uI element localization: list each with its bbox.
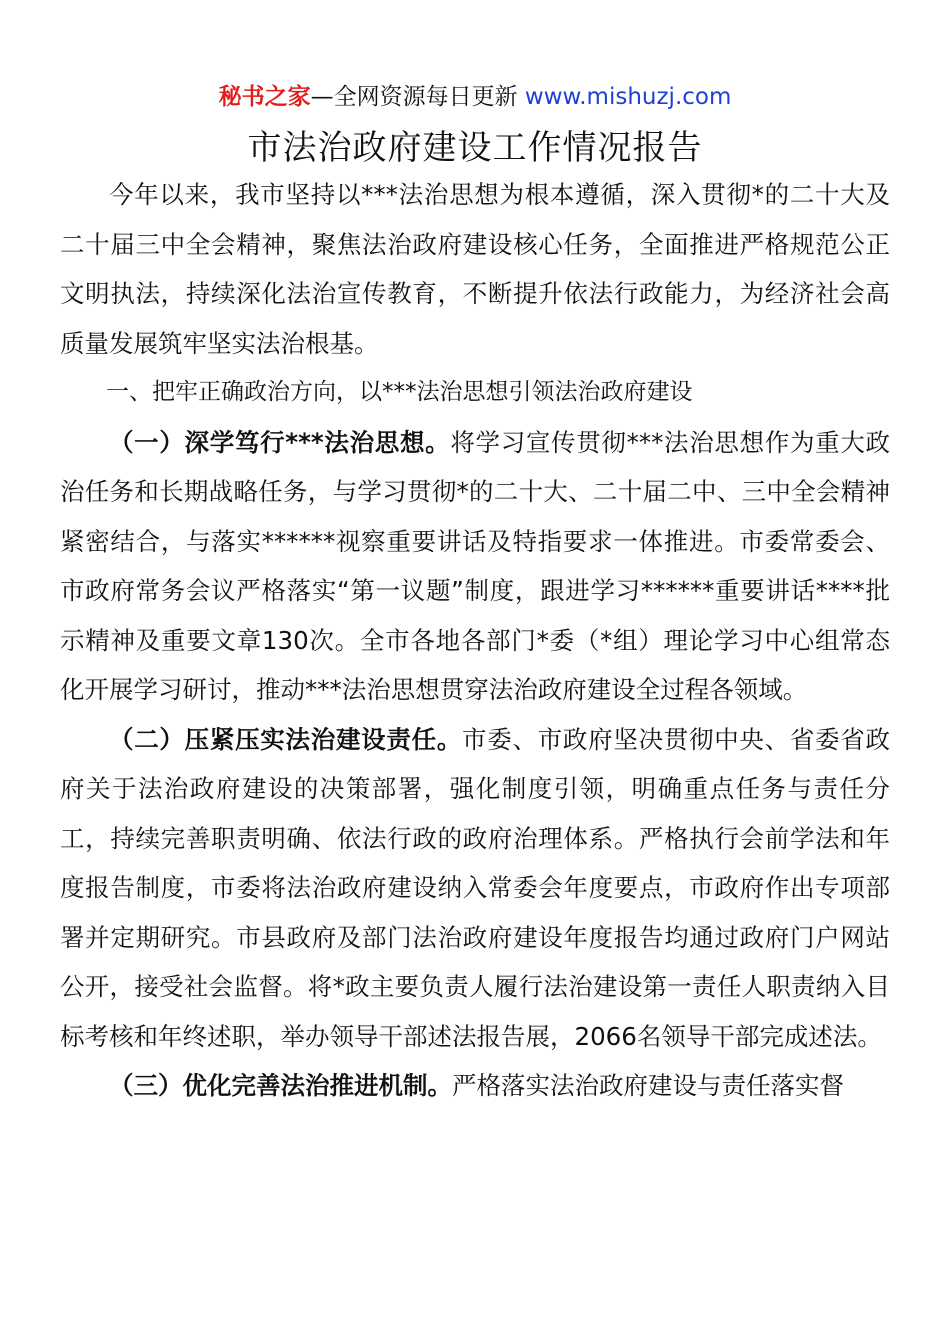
subsection-lead: （二）压紧压实法治建设责任。 [109, 724, 463, 754]
paragraph-text: 严格落实法治政府建设与责任落实督 [452, 1071, 844, 1100]
site-header [0, 80, 950, 114]
paragraph-text: 将学习宣传贯彻***法治思想作为重大政治任务和长期战略任务，与学习贯彻*的二十大、二十届二中、三中全会精神紧密结合，与落实******视察重要讲话及特指要求一体推进。市委常委会、市政府常务会议严格落实“第一议题”制度，跟进学习******重要讲话****批示精神及重要文章130次。全市各地各部门*委（*组）理论学习中心组常态化开展学习研讨，推动***法治思想贯穿法治政府建设全过程各领域。 [60, 427, 891, 704]
intro-paragraph [60, 170, 890, 368]
paragraph-text: 今年以来，我市坚持以***法治思想为根本遵循，深入贯彻*的二十大及二十届三中全会精神，聚焦法治政府建设核心任务，全面推进严格规范公正文明执法，持续深化法治宣传教育，不断提升依法行政能力，为经济社会高质量发展筑牢坚实法治根基。 [60, 180, 890, 358]
subsection-paragraph [60, 715, 890, 1062]
brand-name: 秘书之家 [218, 84, 311, 110]
header-tagline: —全网资源每日更新 [310, 84, 525, 110]
report-title: 市法治政府建设工作情况报告 [247, 128, 703, 168]
subsection-paragraph [60, 1061, 890, 1111]
subsection-lead: （一）深学笃行***法治思想。 [109, 427, 451, 457]
section-heading-text: 一、把牢正确政治方向，以***法治思想引领法治政府建设 [106, 379, 693, 405]
site-url-link[interactable]: www.mishuzj.com [524, 84, 732, 110]
paragraph-text: 市委、市政府坚决贯彻中央、省委省政府关于法治政府建设的决策部署，强化制度引领，明确重点任务与责任分工，持续完善职责明确、依法行政的政府治理体系。严格执行会前学法和年度报告制度，市委将法治政府建设纳入常委会年度要点，市政府作出专项部署并定期研究。市县政府及部门法治政府建设年度报告均通过政府门户网站公开，接受社会监督。将*政主要负责人履行法治建设第一责任人职责纳入目标考核和年终述职，举办领导干部述法报告展，2066名领导干部完成述法。 [60, 724, 891, 1051]
report-body [60, 170, 890, 1111]
subsection-paragraph [60, 418, 890, 715]
subsection-lead: （三）优化完善法治推进机制。 [109, 1071, 452, 1100]
section-heading [60, 368, 890, 418]
